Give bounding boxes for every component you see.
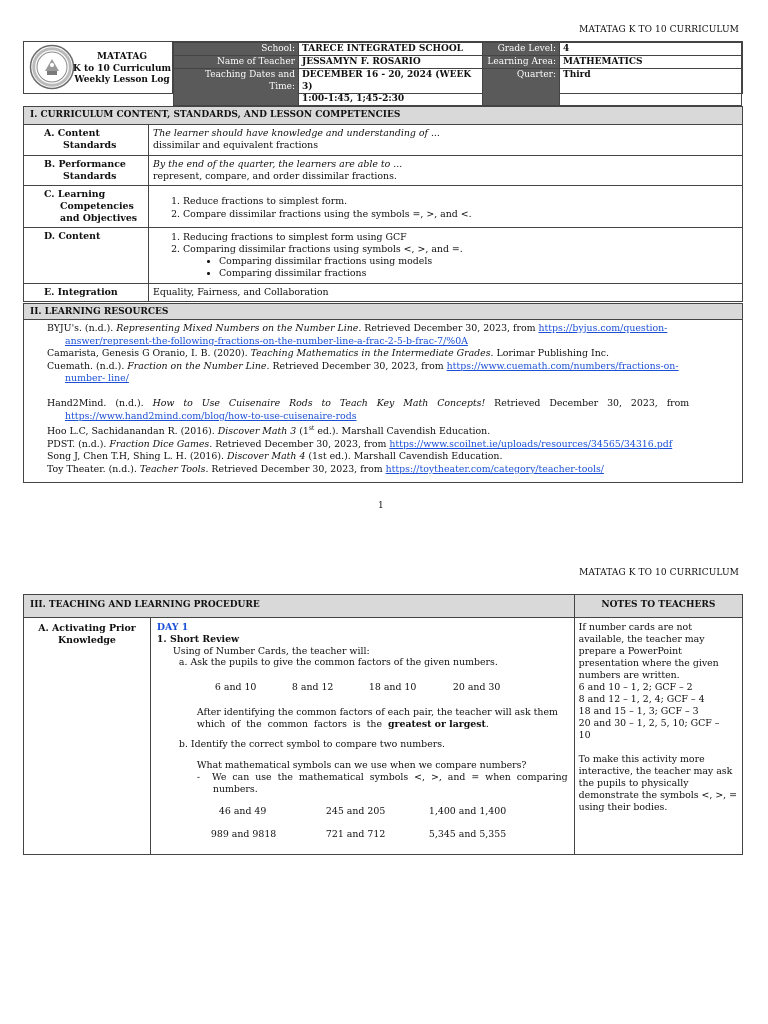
after-emphasis: greatest or largest <box>387 718 486 730</box>
item-b: b. Identify the correct symbol to compare two numbers. <box>178 739 446 751</box>
procedure-content <box>150 618 574 855</box>
perf-line-2: represent, compare, and order dissimilar fractions. <box>153 170 397 182</box>
ref-text: PDST. (n.d.). <box>47 438 110 450</box>
ref-text: Retrieved December 30, 2023, from <box>212 438 390 450</box>
section-2-title: II. LEARNING RESOURCES <box>24 304 742 320</box>
after-line-2 <box>157 719 568 731</box>
content-line-1: The learner should have knowledge and understanding of ... <box>153 128 440 140</box>
note-line: interactive, the teacher may ask <box>578 766 733 777</box>
comp-label-line-3: and Objectives <box>60 212 138 224</box>
perf-label-line-2: Standards <box>63 170 117 182</box>
content-sublist <box>153 256 738 280</box>
content-label-line-1: A. Content <box>44 128 100 140</box>
school-label: School: <box>174 43 299 56</box>
short-review-heading: 1. Short Review <box>156 633 240 645</box>
quarter-value: Third <box>560 69 742 106</box>
reference-item <box>47 423 736 439</box>
ref-title: Teacher Tools. <box>139 463 209 475</box>
quarter-label: Quarter: <box>483 69 560 106</box>
performance-standards-label <box>24 155 149 186</box>
competencies-value <box>149 186 743 227</box>
reference-item <box>47 348 736 361</box>
content-list <box>153 232 738 257</box>
teaching-procedure-table <box>23 594 743 855</box>
logo-line-2: K to 10 Curriculum <box>72 63 172 74</box>
comp-label-line-1: C. Learning <box>44 189 106 201</box>
activating-knowledge-label <box>24 618 151 855</box>
act-label-line-1: A. Activating Prior <box>38 623 136 634</box>
logo-text <box>72 52 172 87</box>
compare-pair: 989 and 9818 <box>210 829 277 840</box>
note-line: presentation where the given <box>578 658 719 669</box>
compare-pair: 1,400 and 1,400 <box>428 806 507 818</box>
competencies-list <box>153 196 738 221</box>
note-line: 10 <box>578 730 591 741</box>
list-item: 1. Reduce fractions to simplest form. <box>183 196 738 208</box>
grade-label: Grade Level: <box>483 43 560 56</box>
competencies-label <box>24 186 149 227</box>
list-item: • Comparing dissimilar fractions <box>219 268 738 280</box>
factor-pair: 8 and 12 <box>291 682 334 693</box>
compare-row-1 <box>219 806 568 818</box>
act-label-line-2: Knowledge <box>58 634 116 646</box>
notes-title: NOTES TO TEACHERS <box>574 595 742 618</box>
factor-pairs <box>215 682 568 694</box>
curriculum-header-page-2: MATATAG K TO 10 CURRICULUM <box>579 568 739 578</box>
reference-item <box>47 439 736 452</box>
ref-title: Representing Mixed Numbers on the Number Line. <box>116 323 362 334</box>
time-value: 1:00-1:45, 1;45-2:30 <box>302 94 405 104</box>
ref-title: Discover Math 3 <box>217 426 297 438</box>
logo-cell <box>24 42 173 93</box>
note-line: prepare a PowerPoint <box>578 646 682 657</box>
reference-link[interactable]: line/ <box>105 373 129 384</box>
compare-row-2 <box>211 829 568 841</box>
reference-item <box>47 373 736 386</box>
content-value <box>149 227 743 283</box>
area-value: MATHEMATICS <box>560 56 742 69</box>
ref-text: (1st ed.). Marshall Cavendish Education. <box>305 451 503 463</box>
deped-seal-icon <box>29 44 75 90</box>
after-text: . <box>485 718 489 730</box>
review-intro: Using of Number Cards, the teacher will: <box>172 645 370 657</box>
comp-label-line-2: Competencies <box>60 201 134 212</box>
factor-pair: 20 and 30 <box>452 682 501 693</box>
content-line-2: dissimilar and equivalent fractions <box>153 140 319 151</box>
list-item: • Comparing dissimilar fractions using models <box>219 256 738 268</box>
content-standards-value <box>149 125 743 156</box>
note-line: the pupils to physically <box>578 778 689 789</box>
reference-item <box>47 411 736 424</box>
ref-title: Fraction Dice Games. <box>109 438 213 450</box>
page-number: 1 <box>378 501 384 511</box>
ref-text: Hand2Mind. (n.d.). <box>47 398 153 409</box>
curriculum-content-table <box>23 106 743 302</box>
section-1-title: I. CURRICULUM CONTENT, STANDARDS, AND LESSON COMPETENCIES <box>24 107 743 125</box>
question: What mathematical symbols can we use when we compare numbers? <box>196 760 527 771</box>
note-line: 8 and 12 – 1, 2, 4; GCF – 4 <box>578 694 705 705</box>
teacher-value: JESSAMYN F. ROSARIO <box>299 56 483 69</box>
ref-text: Song J, Chen T.H, Shing L. H. (2016). <box>47 451 227 463</box>
ref-text: Toy Theater. (n.d.). <box>47 463 140 475</box>
ref-text: Retrieved December 30, 2023, from <box>269 360 447 372</box>
ref-text: Retrieved December 30, 2023, from <box>208 463 386 475</box>
reference-link[interactable]: https://www.hand2mind.com/blog/how-to-use-cuisenaire-rods <box>65 410 357 422</box>
content-standards-label <box>24 125 149 156</box>
list-item: 2. Compare dissimilar fractions using the symbols =, >, and <. <box>183 209 738 221</box>
ref-text: BYJU's. (n.d.). <box>47 323 117 334</box>
note-line: numbers are written. <box>578 670 680 681</box>
reference-item <box>47 361 736 374</box>
section-3-title: III. TEACHING AND LEARNING PROCEDURE <box>24 595 575 618</box>
grade-value: 4 <box>560 43 742 56</box>
dates-value: DECEMBER 16 - 20, 2024 (WEEK 3) <box>302 70 472 92</box>
reference-link[interactable]: https://toytheater.com/category/teacher-tools/ <box>385 463 604 475</box>
notes-content <box>574 618 742 855</box>
ref-text: Camarista, Genesis G Oranio, I. B. (2020). <box>47 348 251 359</box>
note-spacer <box>579 742 738 754</box>
content-label-line-2: Standards <box>63 140 117 151</box>
ref-title: Teaching Mathematics in the Intermediate Grades. <box>250 348 494 359</box>
ref-text: Retrieved December 30, 2023, from <box>485 398 690 409</box>
school-value: TARECE INTEGRATED SCHOOL <box>299 43 483 56</box>
reference-link[interactable]: number- <box>65 373 106 384</box>
reference-item <box>47 336 736 349</box>
note-line: To make this activity more <box>578 754 705 765</box>
ref-text: (1 <box>296 426 309 438</box>
factor-pair: 18 and 10 <box>368 682 417 693</box>
reference-link[interactable]: https://www.scoilnet.ie/uploads/resources/34565/34316.pdf <box>389 438 673 450</box>
ref-superscript: st <box>308 425 315 432</box>
compare-pair: 5,345 and 5,355 <box>428 829 507 840</box>
note-line: If number cards are not <box>578 622 692 633</box>
teacher-label: Name of Teacher <box>174 56 299 69</box>
performance-standards-value <box>149 155 743 186</box>
item-a: a. Ask the pupils to give the common factors of the given numbers. <box>178 657 498 669</box>
note-line: using their bodies. <box>578 802 668 813</box>
dates-value-cell <box>299 69 483 106</box>
dates-label: Teaching Dates and Time: <box>174 69 299 106</box>
reference-link[interactable]: https://www.cuemath.com/numbers/fractions-on- <box>446 360 679 372</box>
note-line: 20 and 30 – 1, 2, 5, 10; GCF – <box>578 718 720 729</box>
after-text: which of the common factors is the <box>196 718 388 730</box>
ref-title: Discover Math 4 <box>226 451 306 463</box>
area-label: Learning Area: <box>483 56 560 69</box>
learning-resources <box>23 303 743 483</box>
integration-label: E. Integration <box>24 283 149 302</box>
integration-value: Equality, Fairness, and Collaboration <box>149 283 743 302</box>
reference-item <box>47 451 736 464</box>
compare-pair: 721 and 712 <box>325 829 386 840</box>
ref-text: ed.). Marshall Cavendish Education. <box>314 426 491 438</box>
reference-item <box>47 386 736 411</box>
perf-line-1: By the end of the quarter, the learners are able to ... <box>153 158 403 170</box>
logo-line-3: Weekly Lesson Log <box>74 75 170 85</box>
reference-item <box>47 464 736 477</box>
day-label: DAY 1 <box>156 622 189 633</box>
lesson-log-header <box>23 41 743 104</box>
logo-line-1: MATATAG <box>96 52 148 62</box>
reference-list <box>24 320 742 482</box>
list-item: 2. Comparing dissimilar fractions using symbols <, >, and =. <box>183 244 738 256</box>
answer-line-2: numbers. <box>212 783 258 795</box>
ref-text: Retrieved December 30, 2023, from <box>361 323 539 334</box>
note-line: 18 and 15 – 1, 3; GCF – 3 <box>578 706 699 717</box>
ref-title: Fraction on the Number Line. <box>127 360 270 372</box>
note-line: demonstrate the symbols <, >, = <box>578 790 737 801</box>
list-item: 1. Reducing fractions to simplest form using GCF <box>183 232 738 244</box>
factor-pair: 6 and 10 <box>214 682 257 693</box>
compare-pair: 245 and 205 <box>325 806 386 818</box>
note-line: 6 and 10 – 1, 2; GCF – 2 <box>578 682 693 693</box>
reference-link[interactable]: answer/represent-the-following-fractions-on-the-number-line-a-frac-2-5-b-frac-7/%0A <box>65 335 468 347</box>
ref-text: Cuemath. (n.d.). <box>47 360 128 372</box>
reference-item <box>47 323 736 336</box>
perf-label-line-1: B. Performance <box>44 158 126 170</box>
ref-title: How to Use Cuisenaire Rods to Teach Key Math Concepts! <box>152 398 486 409</box>
compare-pair: 46 and 49 <box>218 806 267 818</box>
curriculum-header: MATATAG K TO 10 CURRICULUM <box>579 25 739 35</box>
after-line-1: After identifying the common factors of each pair, the teacher will ask them <box>196 706 558 718</box>
note-line: available, the teacher may <box>578 634 705 645</box>
ref-text: Hoo L.C, Sachidanandan R. (2016). <box>47 426 218 438</box>
answer-line-1: - We can use the mathematical symbols <, >, and = when comparing <box>196 771 568 783</box>
ref-text: Lorimar Publishing Inc. <box>493 348 609 359</box>
header-table <box>173 42 742 106</box>
reference-link[interactable]: https://byjus.com/question- <box>538 323 668 334</box>
content-label: D. Content <box>24 227 149 283</box>
